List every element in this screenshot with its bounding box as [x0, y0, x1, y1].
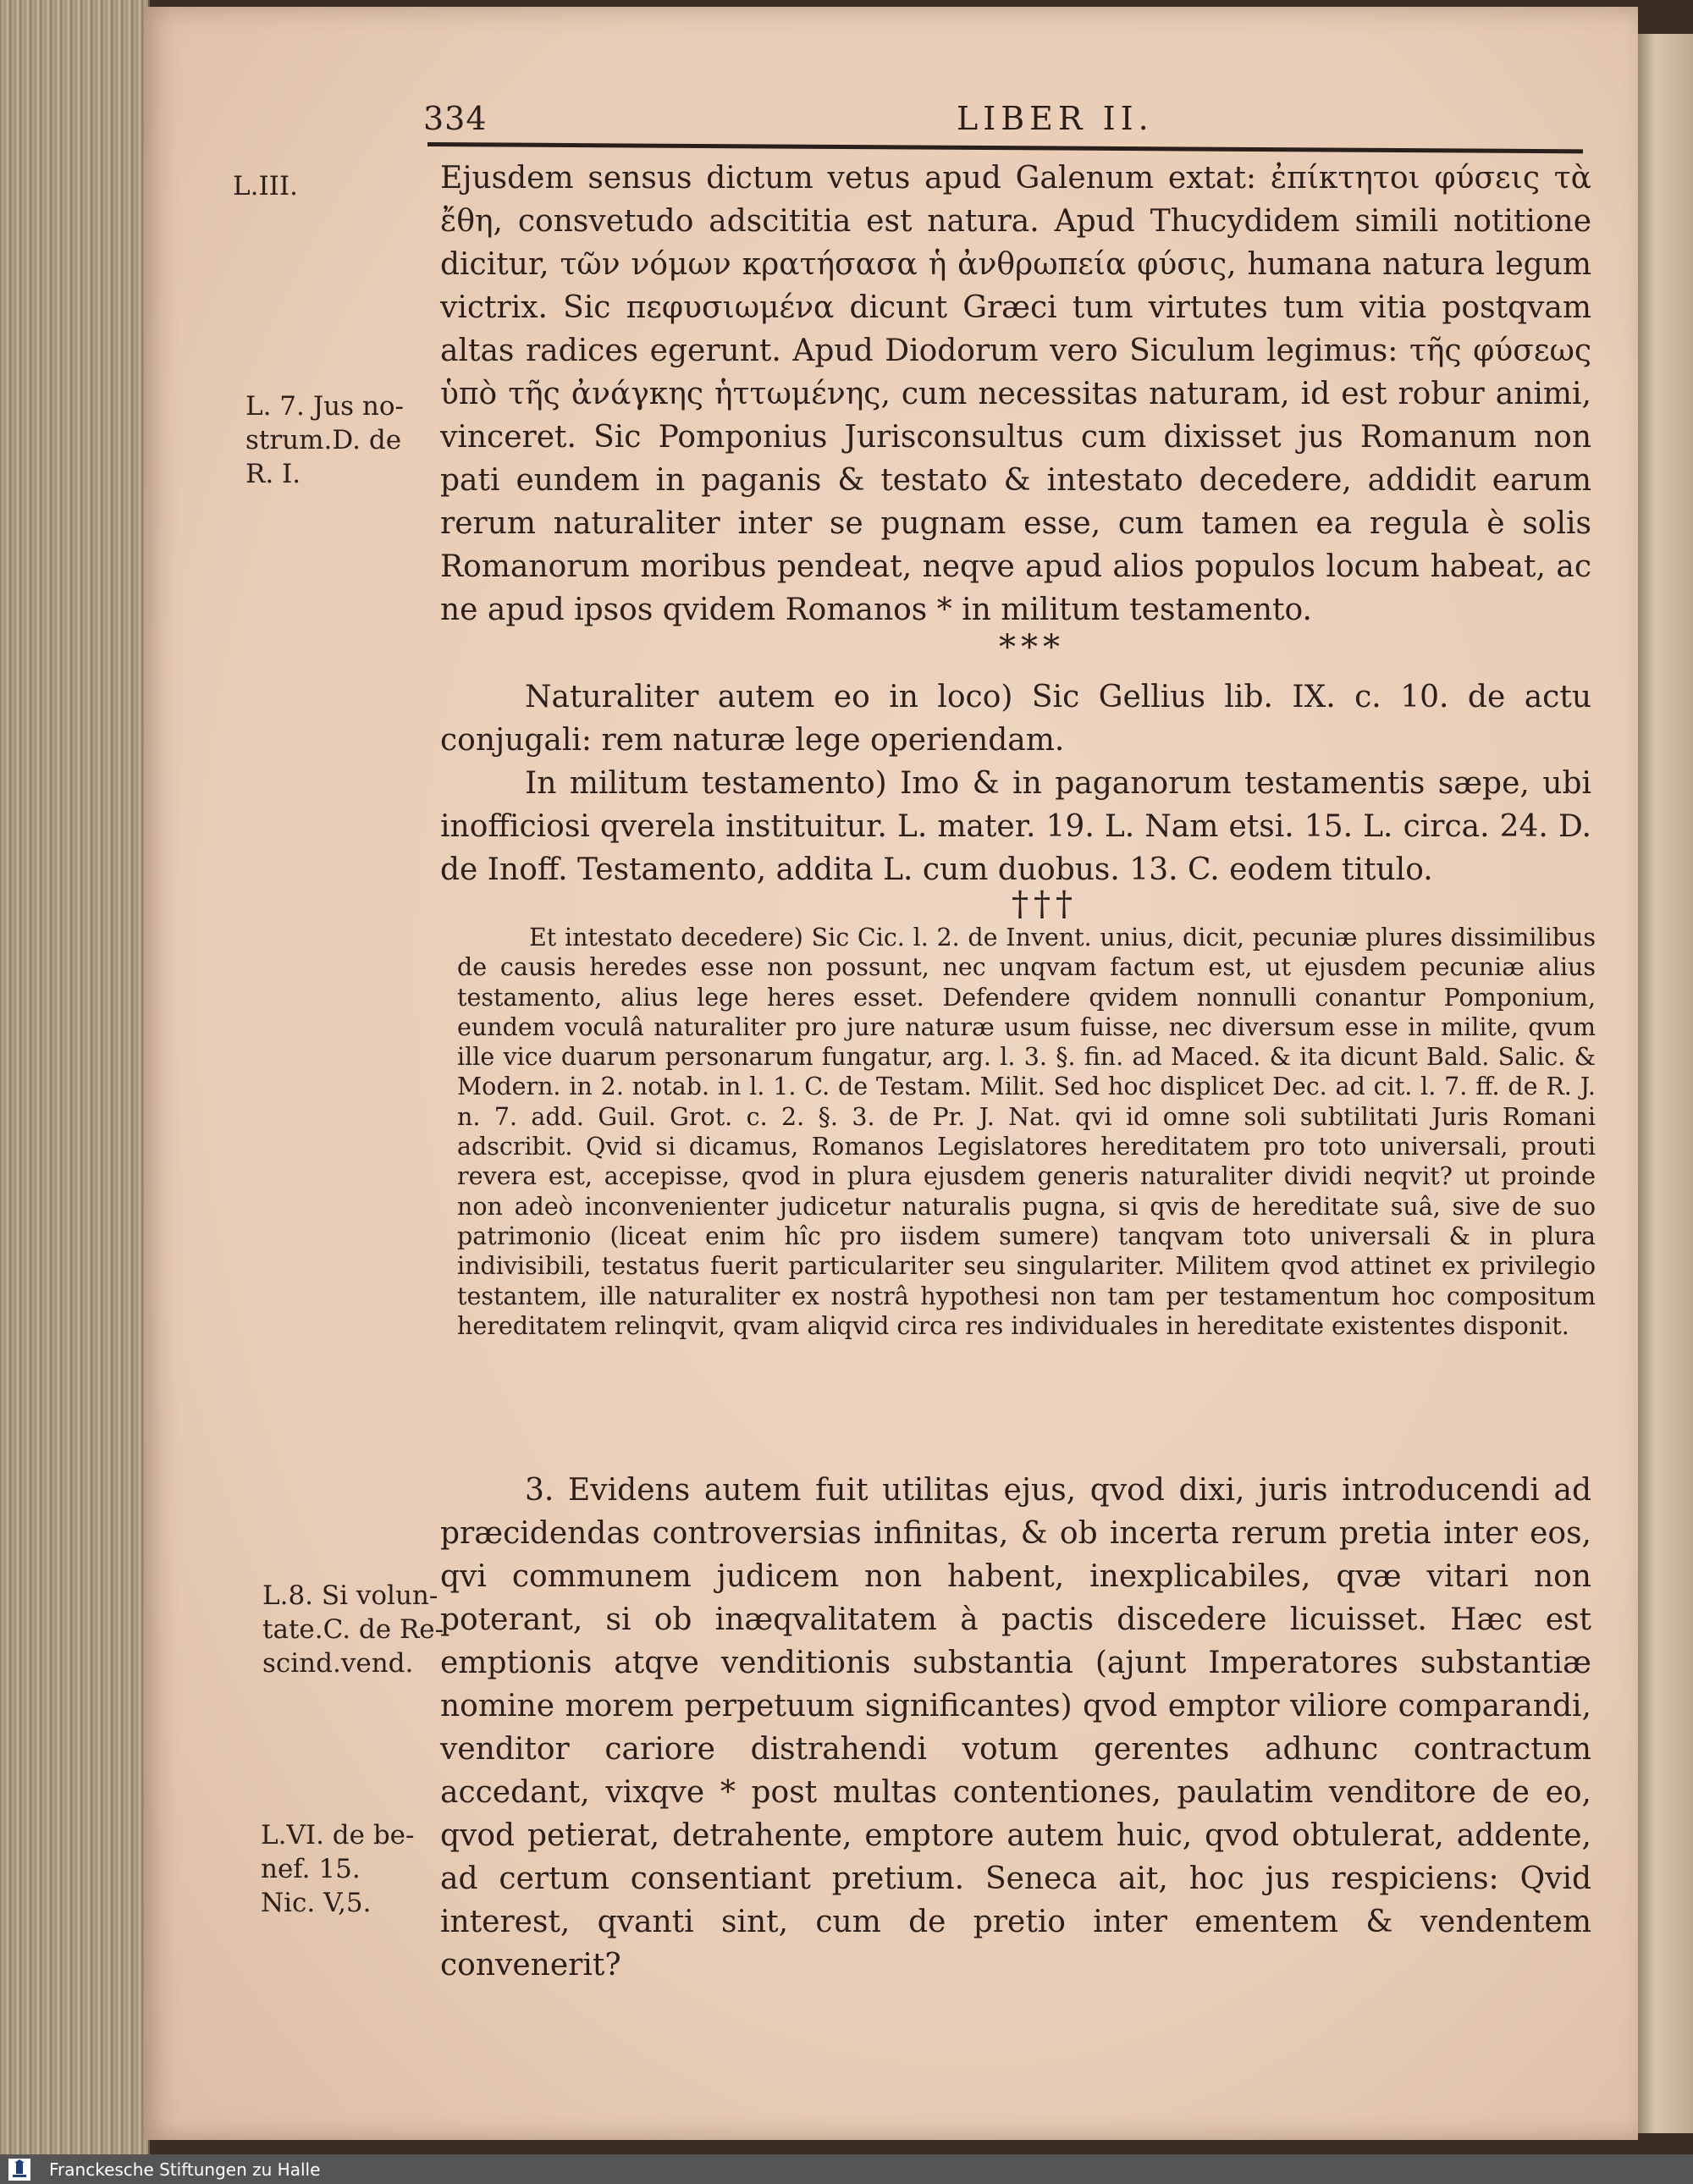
ornament: ††† — [1012, 885, 1078, 924]
paragraph: 3. Evidens autem fuit utilitas ejus, qvod dixi, juris introducendi ad præcidendas controversias infinitas, & ob incerta rerum pretia inter eos, qvi communem judicem non habent, inexplicabiles, qvæ vitari non poterant, si ob inæqvalitatem à pactis discedere licuisset. Hæc est emptionis atqve venditionis substantia (ajunt Imperatores substantiæ nomine morem perpetuum significantes) qvod emptor viliore comparandi, venditor cariore distrahendi votum gerentes adhunc contractum accedant, vixqve * post multas contentiones, paulatim venditore de eo, qvod petierat, detrahente, emptore autem huic, qvod obtulerat, addente, ad certum consentiant pretium. Seneca ait, hoc jus respiciens: Qvid interest, qvanti sint, cum de pretio inter ementem & vendentem convenerit? — [440, 1473, 1591, 1983]
margin-note: L.8. Si volun- tate.C. de Re- scind.vend. — [262, 1580, 444, 1679]
ornament: *** — [999, 628, 1065, 667]
main-text-block-1 — [440, 157, 1591, 631]
footer-bar — [0, 2154, 1693, 2184]
main-text-block-2 — [440, 676, 1591, 891]
running-head: LIBER II. — [957, 100, 1154, 137]
main-text-block-3 — [440, 1469, 1591, 1987]
book-fore-edge — [0, 0, 150, 2154]
paragraph: Naturaliter autem eo in loco) Sic Gellius lib. IX. c. 10. de actu conjugali: rem naturæ lege operiendam. — [440, 680, 1591, 758]
paragraph: Ejusdem sensus dictum vetus apud Galenum extat: ἐπίκτητοι φύσεις τὰ ἔθη, consvetudo adscititia est natura. Apud Thucydidem simili notitione dicitur, τῶν νόμων κρατήσασα ἡ ἀνθρωπεία φύσις, humana natura legum victrix. Sic πεφυσιωμένα dicunt Græci tum virtutes tum vitia postqvam altas radices egerunt. Apud Diodorum vero Siculum legimus: τῆς φύσεως ὑπὸ τῆς ἀνάγκης ἡττωμένης, cum necessitas naturam, id est robur animi, vinceret. Sic Pomponius Jurisconsultus cum dixisset jus Romanum non pati eundem in paganis & testato & intestato decedere, addidit earum rerum naturaliter inter se pugnam esse, cum tamen ea regula è solis Romanorum moribus pendeat, neqve apud alios populos locum habeat, ac ne apud ipsos qvidem Romanos * in militum testamento. — [440, 161, 1591, 627]
page-header — [423, 100, 1591, 141]
facing-page-edge — [1630, 34, 1693, 2133]
note-paragraph: Et intestato decedere) Sic Cic. l. 2. de Invent. unius, dicit, pecuniæ plures dissimilibus de causis heredes esse non possunt, nec unqvam factum est, ut ejusdem pecuniæ alius testamento, alius lege heres esset. Defendere qvidem nonnulli conantur Pomponium, eundem voculâ naturaliter pro jure naturæ usum fuisse, nec diversum esse in milite, qvum ille vice duarum personarum fungatur, arg. l. 3. §. fin. ad Maced. & ita dicunt Bald. Salic. & Modern. in 2. notab. in l. 1. C. de Testam. Milit. Sed hoc displicet Dec. ad cit. l. 7. ff. de R. J. n. 7. add. Guil. Grot. c. 2. §. 3. de Pr. J. Nat. qvi id omne soli subtilitati Juris Romani adscribit. Qvid si dicamus, Romanos Legislatores hereditatem pro toto universali, prouti revera est, accepisse, qvod in plura ejusdem generis naturaliter dividi neqvit? ut proinde non adeò inconvenienter judicetur naturalis pugna, si qvis de hereditate suâ, sive de suo patrimonio (liceat enim hîc pro iisdem sumere) tanqvam toto universali & in plura indivisibili, testatus fuerit particulariter seu singulariter. Militem qvod attinet ex privilegio testantem, ille naturaliter ex nostrâ hypothesi non tam per testamentum hoc compositum hereditatem relinqvit, qvam aliqvid circa res individuales in hereditate existentes disponit. — [457, 924, 1596, 1340]
page-number: 334 — [423, 100, 488, 137]
commentary-note — [457, 923, 1596, 1341]
margin-note: L.VI. de be- nef. 15. Nic. V,5. — [261, 1820, 415, 1918]
footer-credit: Franckesche Stiftungen zu Halle — [49, 2159, 321, 2180]
institution-logo-icon — [8, 2159, 30, 2181]
margin-note: L. 7. Jus no- strum.D. de R. I. — [245, 391, 404, 489]
margin-note: L.III. — [233, 171, 299, 201]
paragraph: In militum testamento) Imo & in paganorum testamentis sæpe, ubi inofficiosi qverela instituitur. L. mater. 19. L. Nam etsi. 15. L. circa. 24. D. de Inoff. Testamento, addita L. cum duobus. 13. C. eodem titulo. — [440, 766, 1591, 887]
